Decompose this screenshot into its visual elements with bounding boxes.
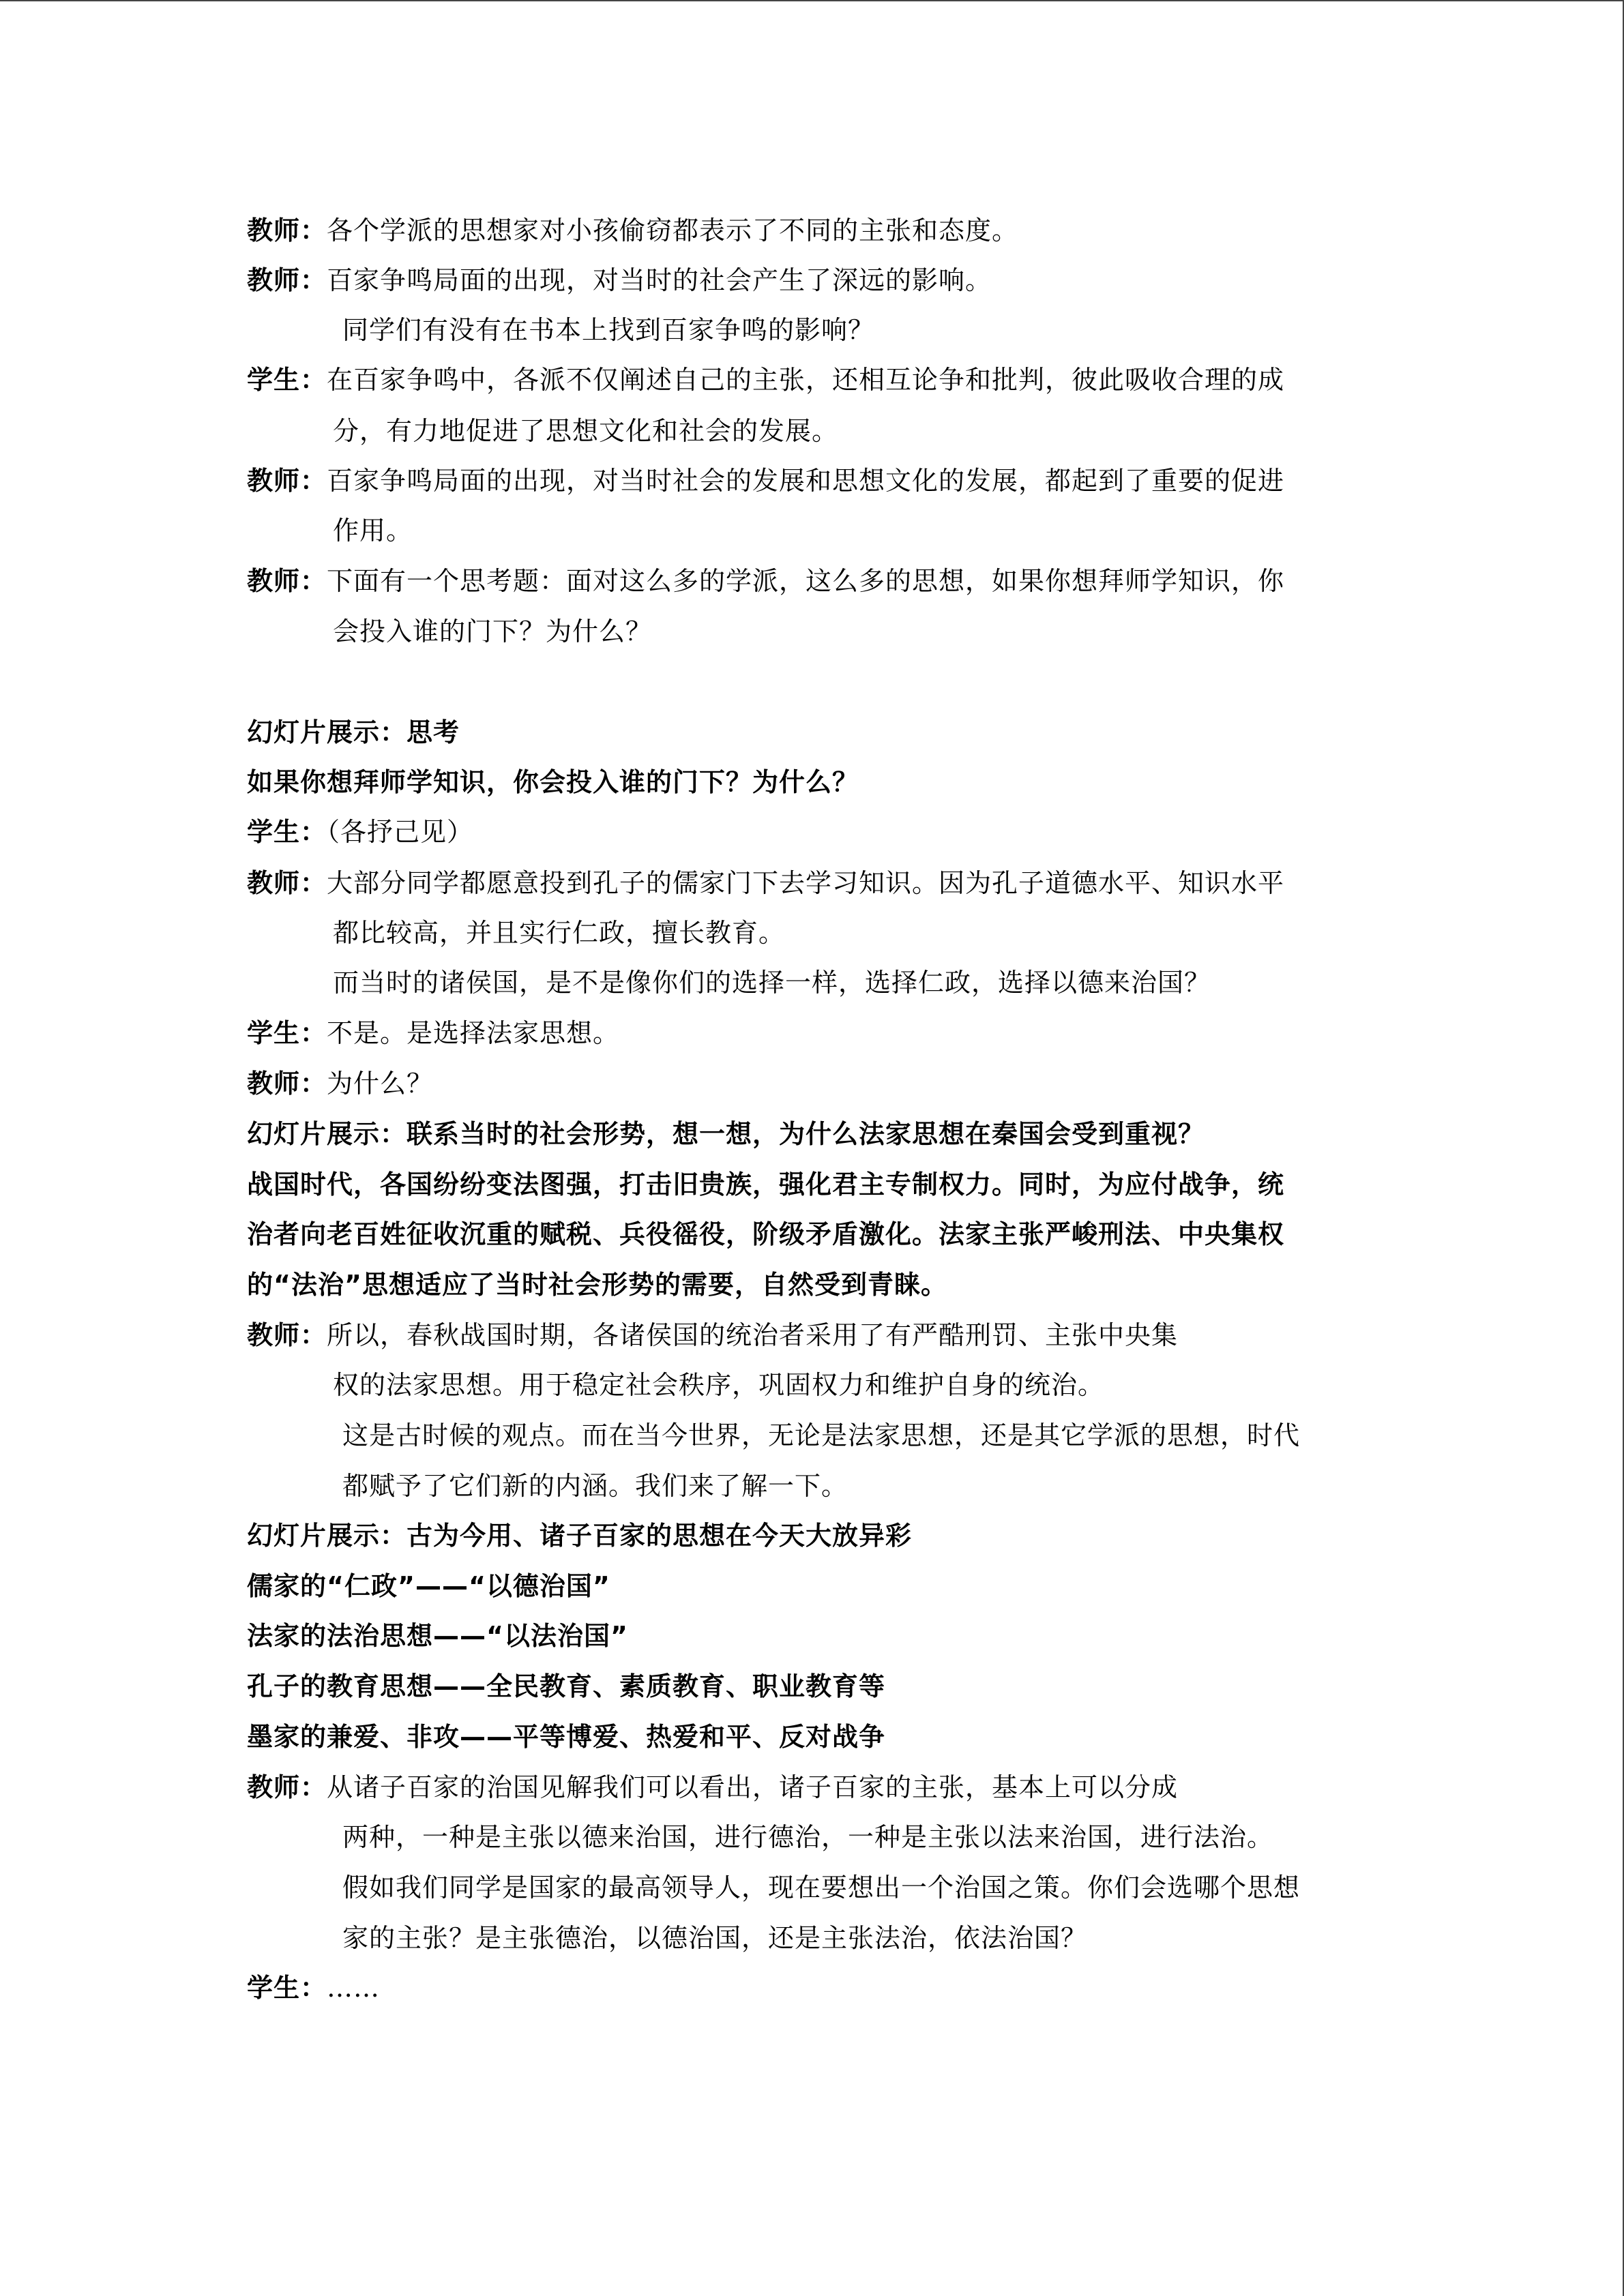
line-text: 各个学派的思想家对小孩偷窃都表示了不同的主张和态度。 <box>327 215 1019 245</box>
continuation-line <box>342 313 874 347</box>
line-text: 作用。 <box>333 516 413 546</box>
line-text: …… <box>327 1973 381 2003</box>
slide-heading <box>247 1519 912 1553</box>
line-text: 会投入谁的门下？为什么？ <box>333 616 653 646</box>
line-text: 所以，春秋战国时期，各诸侯国的统治者采用了有严酷刑罚、主张中央集 <box>327 1320 1179 1350</box>
slide-body-line <box>247 1268 947 1302</box>
speaker-label: 教师： <box>247 1069 327 1099</box>
line-text: （各抒己见） <box>327 817 474 847</box>
slide-body-line <box>247 1669 885 1703</box>
line-text: 分，有力地促进了思想文化和社会的发展。 <box>333 416 839 446</box>
dialogue-line <box>247 1318 1178 1352</box>
slide-heading <box>247 715 460 749</box>
speaker-label: 教师： <box>247 566 327 596</box>
dialogue-line <box>247 1971 380 2005</box>
line-text: 都赋予了它们新的内涵。我们来了解一下。 <box>342 1471 848 1501</box>
line-text: 治者向老百姓征收沉重的赋税、兵役徭役，阶级矛盾激化。法家主张严峻刑法、中央集权 <box>247 1219 1285 1249</box>
line-text: 幻灯片展示：思考 <box>247 717 460 747</box>
dialogue-line <box>247 213 1018 248</box>
line-text: 幻灯片展示：联系当时的社会形势，想一想，为什么法家思想在秦国会受到重视？ <box>247 1119 1205 1149</box>
dialogue-line <box>247 1067 433 1101</box>
line-text: 战国时代，各国纷纷变法图强，打击旧贵族，强化君主专制权力。同时，为应付战争，统 <box>247 1169 1285 1199</box>
continuation-line <box>333 1368 1104 1402</box>
dialogue-line <box>247 1770 1178 1804</box>
dialogue-line <box>247 564 1284 598</box>
dialogue-line <box>247 866 1284 900</box>
speaker-label: 学生： <box>247 817 327 847</box>
continuation-line <box>333 513 413 548</box>
line-text: 都比较高，并且实行仁政，擅长教育。 <box>333 918 786 948</box>
speaker-label: 学生： <box>247 1018 327 1048</box>
slide-heading <box>247 1117 1205 1151</box>
continuation-line <box>333 966 1211 1000</box>
line-text: 墨家的兼爱、非攻——平等博爱、热爱和平、反对战争 <box>247 1722 886 1752</box>
speaker-label: 教师： <box>247 1772 327 1802</box>
line-text: 幻灯片展示：古为今用、诸子百家的思想在今天大放异彩 <box>247 1521 913 1551</box>
line-text: 为什么？ <box>327 1069 434 1099</box>
line-text: 儒家的“仁政”——“以德治国” <box>247 1571 610 1601</box>
slide-body-line <box>247 1720 885 1754</box>
continuation-line <box>342 1870 1300 1905</box>
slide-body-line <box>247 1569 610 1603</box>
line-text: 下面有一个思考题：面对这么多的学派，这么多的思想，如果你想拜师学知识，你 <box>327 566 1285 596</box>
line-text: 法家的法治思想——“以法治国” <box>247 1621 628 1651</box>
line-text: 权的法家思想。用于稳定社会秩序，巩固权力和维护自身的统治。 <box>333 1370 1105 1400</box>
continuation-line <box>333 916 785 950</box>
dialogue-line <box>247 1016 619 1050</box>
speaker-label: 教师： <box>247 868 327 898</box>
speaker-label: 教师： <box>247 1320 327 1350</box>
continuation-line <box>342 1418 1300 1452</box>
line-text: 从诸子百家的治国见解我们可以看出，诸子百家的主张，基本上可以分成 <box>327 1772 1179 1802</box>
slide-question <box>247 765 859 799</box>
line-text: 如果你想拜师学知识，你会投入谁的门下？为什么？ <box>247 767 859 797</box>
continuation-line <box>333 414 838 448</box>
line-text: 大部分同学都愿意投到孔子的儒家门下去学习知识。因为孔子道德水平、知识水平 <box>327 868 1285 898</box>
dialogue-line <box>247 263 992 297</box>
line-text: 这是古时候的观点。而在当今世界，无论是法家思想，还是其它学派的思想，时代 <box>342 1420 1301 1450</box>
line-text: 同学们有没有在书本上找到百家争鸣的影响？ <box>342 315 875 345</box>
speaker-label: 教师： <box>247 466 327 496</box>
line-text: 的“法治”思想适应了当时社会形势的需要，自然受到青睐。 <box>247 1270 947 1300</box>
speaker-label: 学生： <box>247 365 327 395</box>
continuation-line <box>342 1820 1273 1854</box>
speaker-label: 教师： <box>247 265 327 295</box>
continuation-line <box>342 1469 848 1503</box>
line-text: 而当时的诸侯国，是不是像你们的选择一样，选择仁政，选择以德来治国？ <box>333 968 1211 998</box>
line-text: 家的主张？是主张德治，以德治国，还是主张法治，依法治国？ <box>342 1923 1088 1953</box>
line-text: 两种，一种是主张以德来治国，进行德治，一种是主张以法来治国，进行法治。 <box>342 1822 1274 1852</box>
continuation-line <box>342 1921 1087 1955</box>
line-text: 不是。是选择法家思想。 <box>327 1018 620 1048</box>
slide-body-line <box>247 1217 1284 1251</box>
speaker-label: 教师： <box>247 215 327 245</box>
slide-body-line <box>247 1167 1284 1202</box>
line-text: 百家争鸣局面的出现，对当时的社会产生了深远的影响。 <box>327 265 992 295</box>
line-text: 假如我们同学是国家的最高领导人，现在要想出一个治国之策。你们会选哪个思想 <box>342 1873 1301 1903</box>
line-text: 孔子的教育思想——全民教育、素质教育、职业教育等 <box>247 1671 886 1701</box>
line-text: 百家争鸣局面的出现，对当时社会的发展和思想文化的发展，都起到了重要的促进 <box>327 466 1285 496</box>
dialogue-line <box>247 815 473 849</box>
speaker-label: 学生： <box>247 1973 327 2003</box>
slide-body-line <box>247 1619 628 1653</box>
continuation-line <box>333 614 652 648</box>
dialogue-line <box>247 464 1284 498</box>
dialogue-line <box>247 363 1284 397</box>
line-text: 在百家争鸣中，各派不仅阐述自己的主张，还相互论争和批判，彼此吸收合理的成 <box>327 365 1285 395</box>
